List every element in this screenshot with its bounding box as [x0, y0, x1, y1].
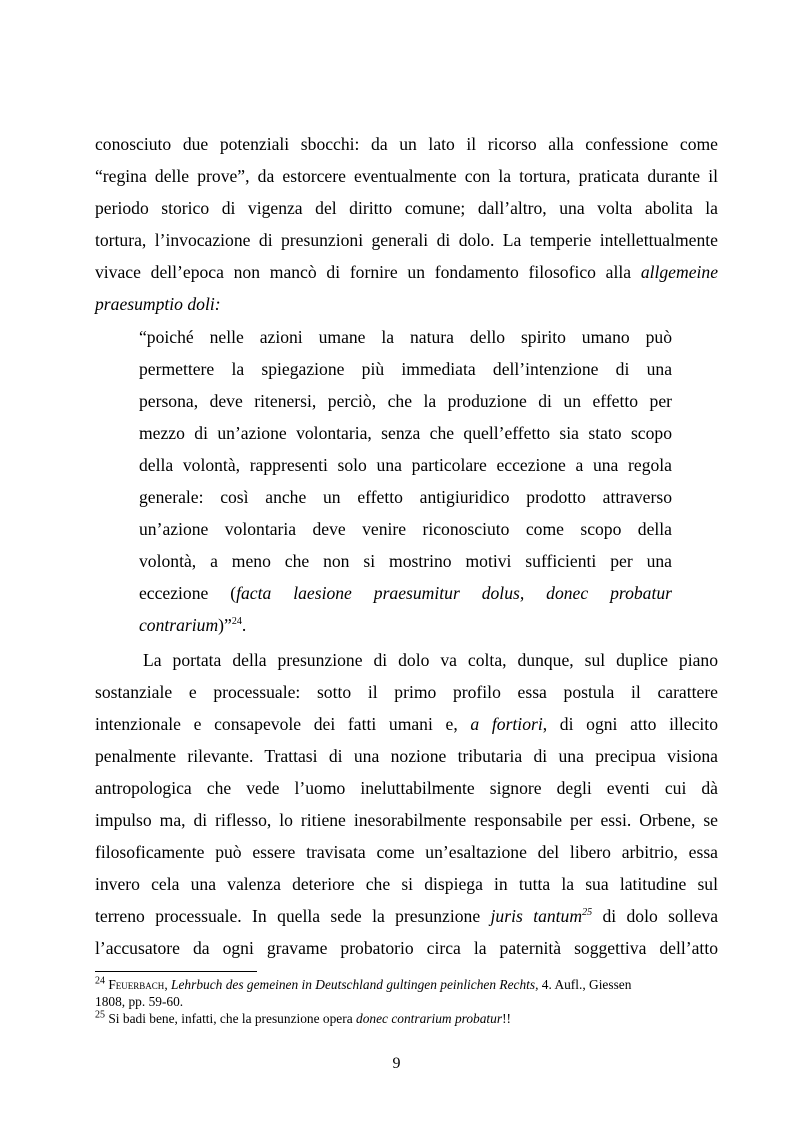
- footnote-ref-number: 25: [582, 907, 593, 919]
- body-line: [95, 714, 718, 734]
- quote-line: della volontà, rappresenti solo una particolare eccezione a una regola: [139, 455, 672, 475]
- body-line: impulso ma, di riflesso, lo ritiene inesorabilmente responsabile per essi. Orbene, se: [95, 810, 718, 830]
- latin-maxim: facta laesione praesumitur dolus, donec probatur: [236, 583, 672, 603]
- body-line: filosoficamente può essere travisata come un’esaltazione del libero arbitrio, essa: [95, 842, 718, 862]
- body-line: periodo storico di vigenza del diritto comune; dall’altro, una volta abolita la: [95, 198, 718, 218]
- body-text: , di ogni atto illecito: [542, 714, 718, 734]
- footnote-text: , 4. Aufl., Giessen: [535, 977, 632, 992]
- footnote-ref[interactable]: 24: [231, 616, 242, 628]
- body-line: “regina delle prove”, da estorcere eventualmente con la tortura, praticata durante il: [95, 166, 718, 186]
- body-line: tortura, l’invocazione di presunzioni generali di dolo. La temperie intellettualmente: [95, 230, 718, 250]
- footnote-latin: donec contrarium probatur: [356, 1011, 503, 1026]
- footnote-number: 25: [95, 1009, 105, 1021]
- quote-line: volontà, a meno che non si mostrino motivi sufficienti per una: [139, 551, 672, 571]
- quote-line: generale: così anche un effetto antigiuridico prodotto attraverso: [139, 487, 672, 507]
- quote-line: permettere la spiegazione più immediata dell’intenzione di una: [139, 359, 672, 379]
- footnote-text: !!: [502, 1011, 511, 1026]
- footnote-text: Si badi bene, infatti, che la presunzione opera: [108, 1011, 353, 1026]
- quote-line: [139, 615, 672, 635]
- quote-line: “poiché nelle azioni umane la natura dello spirito umano può: [139, 327, 672, 347]
- footnote-title: Lehrbuch des gemeinen in Deutschland gultingen peinlichen Rechts: [171, 977, 536, 992]
- page-number: 9: [392, 1055, 401, 1072]
- body-line: [95, 294, 718, 314]
- body-line: antropologica che vede l’uomo ineluttabilmente signore degli eventi cui dà: [95, 778, 718, 798]
- body-line: [95, 906, 718, 926]
- latin-maxim: contrarium: [139, 615, 219, 635]
- body-line: penalmente rilevante. Trattasi di una nozione tributaria di una precipua visiona: [95, 746, 718, 766]
- quote-text: eccezione (: [139, 583, 237, 603]
- footnote-ref[interactable]: [582, 907, 592, 918]
- latin-term: a fortiori: [470, 714, 543, 734]
- footnote-25: [95, 1011, 718, 1027]
- quote-line: [139, 583, 672, 603]
- body-line: sostanziale e processuale: sotto il primo profilo essa postula il carattere: [95, 682, 718, 702]
- body-line: l’accusatore da ogni gravame probatorio circa la paternità soggettiva dell’atto: [95, 938, 718, 958]
- footnote-24: $^{24}$ Feuerbach, Lehrbuch des gemeinen in Deutschland gultingen peinlichen Rechts, 4. Aufl., Giessen: [95, 975, 632, 992]
- footnote-24-cont: 1808, pp. 59-60.: [95, 994, 184, 1009]
- latin-term: allgemeine: [640, 262, 718, 282]
- body-text: di dolo solleva: [602, 906, 719, 926]
- body-text: intenzionale e consapevole dei fatti umani e,: [95, 714, 458, 734]
- quote-line: persona, deve ritenersi, perciò, che la produzione di un effetto per: [139, 391, 672, 411]
- body-line: invero cela una valenza deteriore che si dispiega in tutta la sua latitudine sul: [95, 874, 718, 894]
- latin-term: juris tantum: [490, 906, 583, 926]
- footnote-separator: [95, 971, 257, 972]
- body-text: vivace dell’epoca non mancò di fornire un fondamento filosofico alla: [95, 262, 632, 282]
- body-text: terreno processuale. In quella sede la presunzione: [95, 906, 481, 926]
- latin-term: praesumptio doli:: [95, 294, 221, 314]
- quote-line: un’azione volontaria deve venire riconosciuto come scopo della: [139, 519, 672, 539]
- body-line: [95, 262, 718, 282]
- body-line: La portata della presunzione di dolo va colta, dunque, sul duplice piano: [143, 650, 718, 670]
- footnote-number: 24: [95, 975, 105, 987]
- footnote-author: Feuerbach: [108, 977, 165, 992]
- quote-line: mezzo di un’azione volontaria, senza che quell’effetto sia stato scopo: [139, 423, 672, 443]
- body-line: conosciuto due potenziali sbocchi: da un lato il ricorso alla confessione come: [95, 134, 718, 154]
- quote-text: .: [241, 615, 247, 635]
- quote-text: )”: [218, 615, 232, 635]
